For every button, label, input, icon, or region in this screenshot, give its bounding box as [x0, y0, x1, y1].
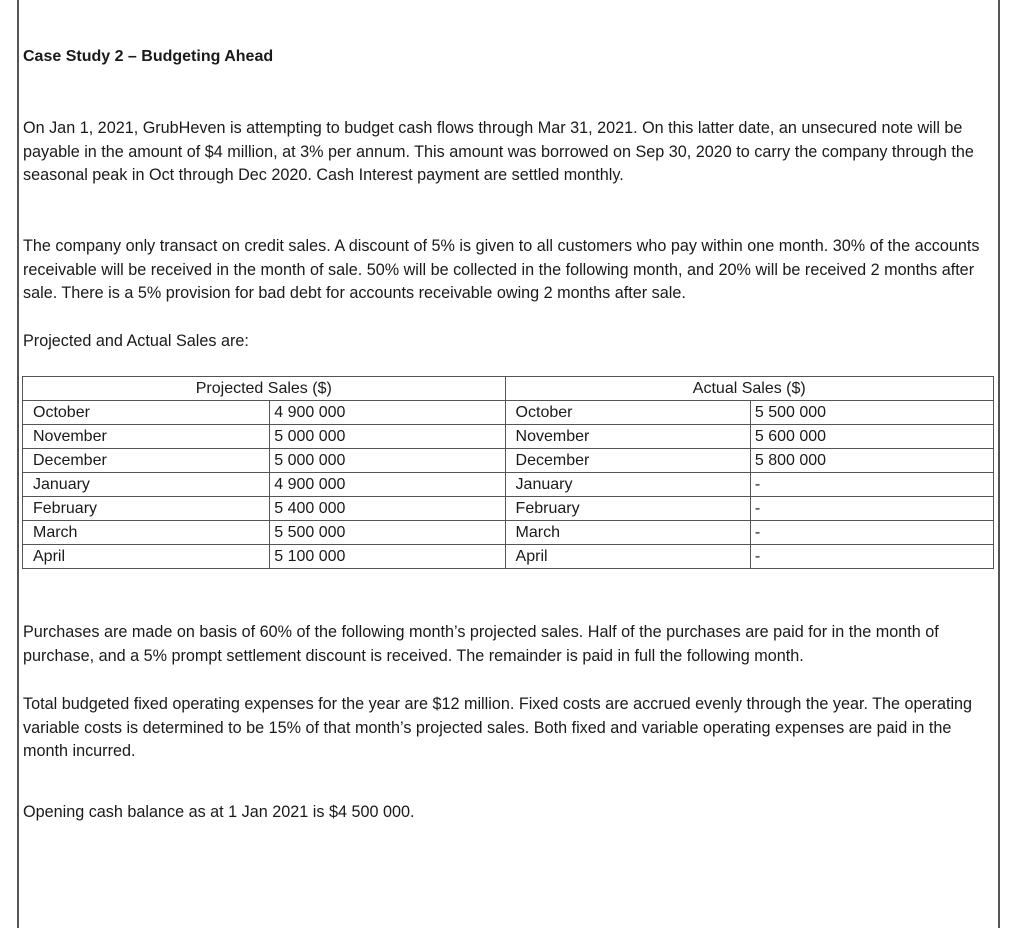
- table-row: [23, 425, 994, 449]
- sales-intro-paragraph: Projected and Actual Sales are:: [23, 332, 249, 350]
- actual-value-cell: 5 500 000: [750, 401, 993, 425]
- table-row: [23, 449, 994, 473]
- projected-month-cell: January: [23, 473, 270, 497]
- table-row: [23, 401, 994, 425]
- sales-table: [22, 376, 994, 569]
- actual-month-cell: February: [505, 497, 750, 521]
- expenses-paragraph: Total budgeted fixed operating expenses for the year are $12 million. Fixed costs are accrued evenly through the year. The operating variable costs is determined to be 15% of that month’s projected sales. Both fixed and variable operating expenses are paid in the month incurred.: [23, 695, 973, 760]
- actual-sales-header: Actual Sales ($): [505, 377, 993, 401]
- table-row: [23, 521, 994, 545]
- projected-value-cell: 4 900 000: [270, 473, 505, 497]
- actual-month-cell: November: [505, 425, 750, 449]
- projected-value-cell: 4 900 000: [270, 401, 505, 425]
- intro-paragraph: On Jan 1, 2021, GrubHeven is attempting to budget cash flows through Mar 31, 2021. On this latter date, an unsecured note will be payable in the amount of $4 million, at 3% per annum. This amount was borrowed on Sep 30, 2020 to carry the company through the seasonal peak in Oct through Dec 2020. Cash Interest payment are settled monthly.: [23, 119, 974, 184]
- projected-month-cell: March: [23, 521, 270, 545]
- actual-value-cell: -: [750, 521, 993, 545]
- table-header-row: [23, 377, 994, 401]
- projected-value-cell: 5 500 000: [270, 521, 505, 545]
- page-title: Case Study 2 – Budgeting Ahead: [23, 48, 274, 65]
- actual-value-cell: -: [750, 473, 993, 497]
- actual-month-cell: October: [505, 401, 750, 425]
- actual-value-cell: 5 800 000: [750, 449, 993, 473]
- opening-cash-paragraph: Opening cash balance as at 1 Jan 2021 is $4 500 000.: [23, 803, 415, 821]
- projected-month-cell: December: [23, 449, 270, 473]
- actual-month-cell: April: [505, 545, 750, 569]
- projected-month-cell: April: [23, 545, 270, 569]
- actual-month-cell: January: [505, 473, 750, 497]
- actual-value-cell: 5 600 000: [750, 425, 993, 449]
- projected-value-cell: 5 100 000: [270, 545, 505, 569]
- purchases-paragraph: Purchases are made on basis of 60% of the following month’s projected sales. Half of the purchases are paid for in the month of purchase, and a 5% prompt settlement discount is received. The remainder is paid in full the following month.: [23, 623, 939, 665]
- table-row: [23, 545, 994, 569]
- projected-value-cell: 5 400 000: [270, 497, 505, 521]
- actual-month-cell: March: [505, 521, 750, 545]
- credit-sales-paragraph: The company only transact on credit sales. A discount of 5% is given to all customers who pay within one month. 30% of the accounts receivable will be received in the month of sale. 50% will be collected in the following month, and 20% will be received 2 months after sale. There is a 5% provision for bad debt for accounts receivable owing 2 months after sale.: [23, 237, 980, 302]
- projected-month-cell: November: [23, 425, 270, 449]
- table-row: [23, 497, 994, 521]
- actual-month-cell: December: [505, 449, 750, 473]
- actual-value-cell: -: [750, 497, 993, 521]
- projected-value-cell: 5 000 000: [270, 425, 505, 449]
- projected-month-cell: October: [23, 401, 270, 425]
- table-row: [23, 473, 994, 497]
- projected-month-cell: February: [23, 497, 270, 521]
- projected-sales-header: Projected Sales ($): [23, 377, 506, 401]
- projected-value-cell: 5 000 000: [270, 449, 505, 473]
- actual-value-cell: -: [750, 545, 993, 569]
